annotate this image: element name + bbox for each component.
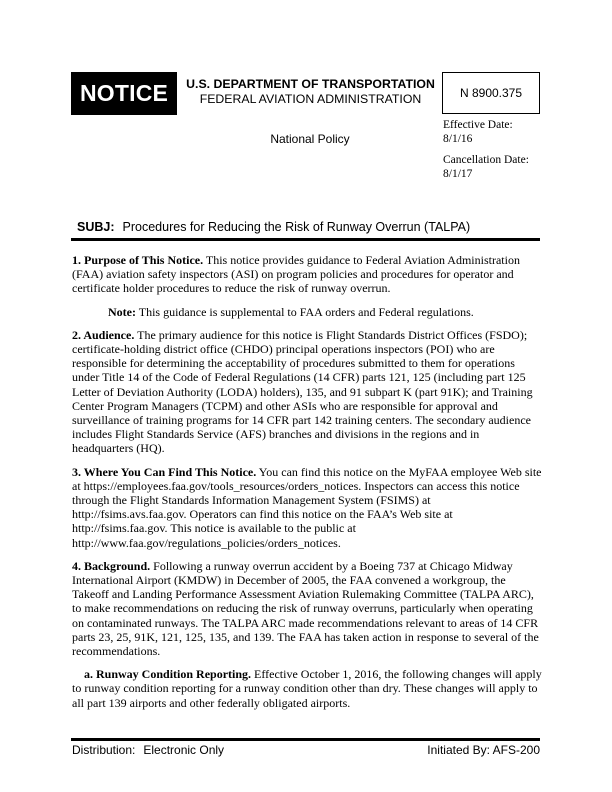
section-audience — [72, 328, 542, 456]
dates-block — [443, 118, 529, 188]
section-where-to-find — [72, 465, 542, 550]
subject-line — [77, 220, 470, 234]
section-heading: a. Runway Condition Reporting. — [84, 667, 252, 682]
effective-date: 8/1/16 — [443, 133, 473, 145]
section-text: Following a runway overrun accident by a Boeing 737 at Chicago Midway International Airport (KMDW) in December of 2005, the FAA convened a workgroup, the Takeoff and Landing Performance Assessment Aviation Rulemaking Committee (TALPA ARC), to make recommendations on reducing the risk of runway overruns, particularly when operating on contaminated runways. The TALPA ARC made recommendations relevant to areas of 14 CFR parts 23, 25, 91K, 121, 125, 135, and 139. The FAA has taken action in response to several of the recommendations. — [72, 558, 539, 659]
note — [72, 305, 542, 319]
section-heading: 3. Where You Can Find This Notice. — [72, 464, 257, 479]
initiated-by: Initiated By: AFS-200 — [427, 743, 540, 757]
subject-label: SUBJ: — [77, 220, 115, 234]
section-purpose — [72, 253, 542, 296]
section-heading: 4. Background. — [72, 558, 151, 573]
cancellation-date-label: Cancellation Date: — [443, 154, 529, 166]
subject-text: Procedures for Reducing the Risk of Runway Overrun (TALPA) — [122, 220, 471, 234]
section-heading: 2. Audience. — [72, 327, 135, 342]
distribution — [72, 743, 224, 757]
notice-number: N 8900.375 — [442, 72, 540, 114]
policy-type: National Policy — [270, 132, 350, 146]
distribution-label: Distribution: — [72, 743, 136, 757]
section-background — [72, 559, 542, 658]
effective-date-label: Effective Date: — [443, 119, 513, 131]
footer-divider — [71, 738, 540, 741]
cancellation-date-group — [443, 153, 529, 181]
note-text: This guidance is supplemental to FAA orders and Federal regulations. — [135, 304, 474, 319]
section-text: Effective October 1, 2016, the following changes will apply to runway condition reporting for a runway condition other than dry. These changes will apply to all part 139 airports and other federally obligated airports. — [72, 667, 542, 710]
section-heading: 1. Purpose of This Notice. — [72, 253, 204, 267]
agency-header — [183, 77, 438, 107]
document-body — [72, 253, 542, 719]
subsection-runway-condition — [72, 667, 542, 710]
section-text: This notice provides guidance to Federal Aviation Administration (FAA) aviation safety inspectors (ASI) on program policies and procedures for operator and certificate holder procedures to reduce the risk of runway overrun. — [72, 253, 520, 296]
note-label: Note: — [108, 304, 136, 319]
administration-name: FEDERAL AVIATION ADMINISTRATION — [199, 92, 422, 106]
section-text: The primary audience for this notice is Flight Standards District Offices (FSDO); certificate-holding district office (CHDO) principal operations inspectors (POI) who are responsible for determining the acceptability of procedures submitted to them for operations under Title 14 of the Code of Federal Regulations (14 CFR) parts 121, 125 (including part 125 Letter of Deviation Authority (LODA) holders), 135, and 91 subpart K (part 91K); and Training Center Program Managers (TCPM) and other ASIs who are responsible for approval and surveillance of training programs for 14 CFR part 142 training centers. The secondary audience includes Flight Standards Service (AFS) branches and divisions in the regions and in headquarters (HQ). — [72, 327, 533, 456]
header-divider — [71, 238, 540, 241]
section-text: You can find this notice on the MyFAA employee Web site at https://employees.faa.gov/tools_resources/orders_notices. Inspectors can access this notice through the Flight Standards Information Management System (FSIMS) at http://fsims.avs.faa.gov. Operators can find this notice on the FAA’s Web site at http://fsims.faa.gov. This notice is available to the public at http://www.faa.gov/regulations_policies/orders_notices. — [72, 464, 542, 550]
distribution-value: Electronic Only — [143, 743, 225, 757]
effective-date-group — [443, 118, 529, 146]
department-name: U.S. DEPARTMENT OF TRANSPORTATION — [186, 77, 435, 91]
notice-label: NOTICE — [71, 72, 177, 115]
cancellation-date: 8/1/17 — [443, 168, 473, 180]
